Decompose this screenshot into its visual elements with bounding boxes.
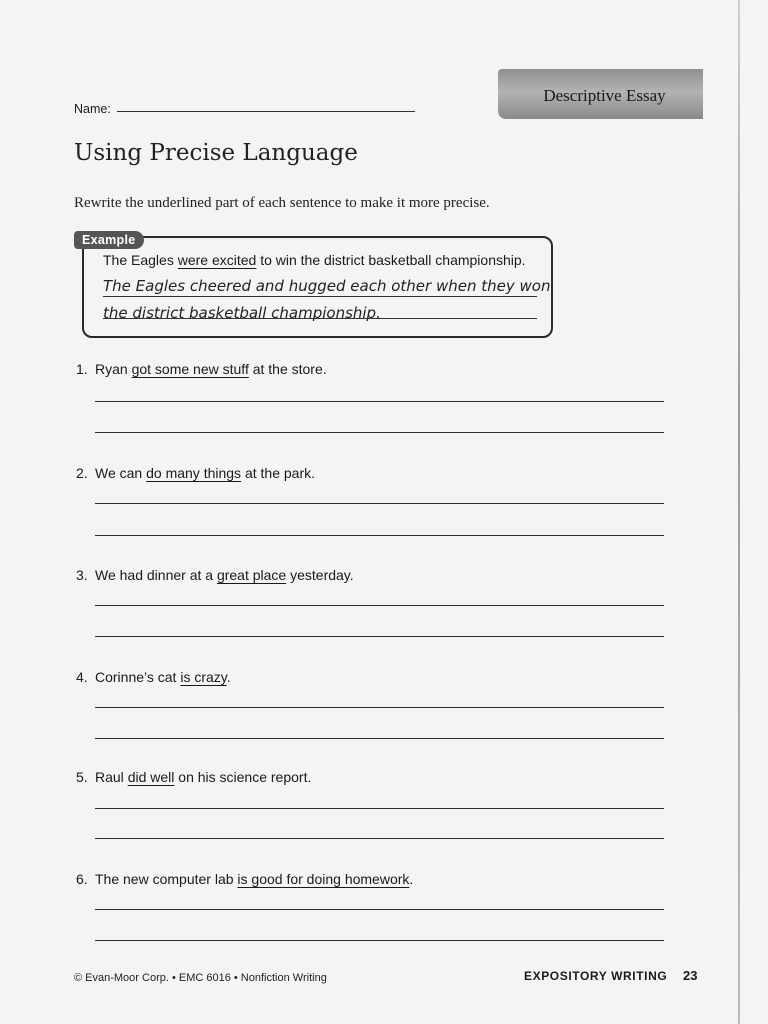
- item-4-answer-line-1[interactable]: [95, 707, 664, 708]
- item-3-answer-line-1[interactable]: [95, 605, 664, 606]
- footer-category: EXPOSITORY WRITING: [524, 969, 668, 983]
- section-tab: [498, 69, 703, 119]
- example-answer-rule-2: [103, 318, 537, 319]
- item-4-underlined-phrase: is crazy: [180, 669, 227, 685]
- item-2-sentence: 2. We can do many things at the park.: [76, 465, 315, 481]
- footer-copyright: © Evan-Moor Corp. • EMC 6016 • Nonfiction Writing: [74, 972, 327, 984]
- page-number: 23: [683, 968, 698, 983]
- section-tab-label: Descriptive Essay: [543, 86, 666, 105]
- example-underlined-phrase: were excited: [177, 252, 257, 268]
- name-field[interactable]: [117, 111, 415, 112]
- item-3-underlined-phrase: great place: [216, 567, 287, 583]
- item-2-answer-line-2[interactable]: [95, 535, 664, 536]
- item-2-answer-line-1[interactable]: [95, 503, 664, 504]
- example-badge: Example: [74, 231, 144, 249]
- item-5-underlined-phrase: did well: [127, 769, 175, 785]
- instructions: Rewrite the underlined part of each sentence to make it more precise.: [74, 195, 490, 211]
- item-5-answer-line-1[interactable]: [95, 808, 664, 809]
- example-answer-line-1: The Eagles cheered and hugged each other when they won: [103, 277, 551, 295]
- item-1-sentence: 1. Ryan got some new stuff at the store.: [76, 361, 327, 377]
- item-4-sentence: 4. Corinne’s cat is crazy.: [76, 669, 231, 685]
- item-5-sentence: 5. Raul did well on his science report.: [76, 769, 312, 785]
- item-1-answer-line-1[interactable]: [95, 401, 664, 402]
- item-6-answer-line-2[interactable]: [95, 940, 664, 941]
- page-title: Using Precise Language: [74, 140, 358, 166]
- item-1-underlined-phrase: got some new stuff: [131, 361, 249, 377]
- item-6-underlined-phrase: is good for doing homework: [237, 871, 410, 887]
- item-6-sentence: 6. The new computer lab is good for doing homework.: [76, 871, 414, 887]
- item-1-answer-line-2[interactable]: [95, 432, 664, 433]
- example-answer-line-2: the district basketball championship.: [103, 304, 381, 322]
- item-6-answer-line-1[interactable]: [95, 909, 664, 910]
- example-answer-rule-1: [103, 296, 537, 297]
- item-3-answer-line-2[interactable]: [95, 636, 664, 637]
- item-4-answer-line-2[interactable]: [95, 738, 664, 739]
- item-2-underlined-phrase: do many things: [146, 465, 242, 481]
- item-3-sentence: 3. We had dinner at a great place yesterday.: [76, 567, 354, 583]
- item-5-answer-line-2[interactable]: [95, 838, 664, 839]
- page-edge: [738, 0, 740, 1024]
- example-sentence: The Eagles were excited to win the district basketball championship.: [103, 252, 526, 268]
- name-label: Name:: [74, 102, 111, 116]
